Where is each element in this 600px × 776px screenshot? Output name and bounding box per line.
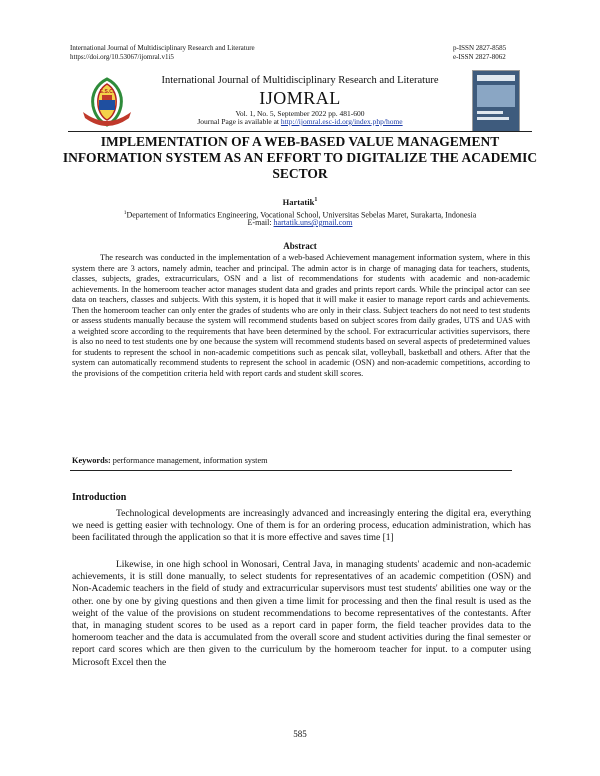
running-header-left [70,44,255,62]
availability-prefix: Journal Page is available at [197,117,281,126]
keywords: performance management, information system [110,456,268,465]
email-line [0,218,600,228]
header-doi: https://doi.org/10.53067/ijomral.v1i5 [70,53,174,61]
author-superscript: 1 [314,197,318,204]
affiliation-superscript: 1 [123,210,127,216]
author-line [0,197,600,207]
journal-abbreviation: IJOMRAL [259,88,341,108]
journal-home-link[interactable]: http://ijomral.esc-id.org/index.php/home [280,117,403,126]
header-eissn: e-ISSN 2827-8062 [453,53,506,61]
journal-cover-image [472,70,520,132]
author-email-link[interactable]: hartatik.uns@gmail.com [273,218,353,227]
journal-title: International Journal of Multidisciplinary Research and Literature [161,75,439,86]
logo-text: E.S.C. [99,89,115,95]
keywords-label: Keywords: [72,456,111,465]
introduction-heading: Introduction [72,492,127,503]
keywords-line [72,456,530,466]
volume-line: Vol. 1, No. 5, September 2022 pp. 481-600 [235,109,365,118]
abstract-divider [70,470,512,471]
affiliation: Departement of Informatics Engineering, Vocational School, Universitas Sebelas Maret, Surakarta, Indonesia [126,210,477,220]
email-label: E-mail: [247,218,274,227]
running-header-right [453,44,506,62]
paper-title: IMPLEMENTATION OF A WEB-BASED VALUE MANAGEMENT INFORMATION SYSTEM AS AN EFFORT TO DIGITALIZE THE ACADEMIC SECTOR [62,134,538,181]
intro-paragraph-1: Technological developments are increasingly advanced and increasingly entering the digital era, everything we need is getting easier with technology. One of them is for an ordering process, education administration, which has been facilitated through the application so that it is more effective and saves time [1] [72,509,531,544]
abstract-heading: Abstract [283,241,317,251]
header-journal-name: International Journal of Multidisciplinary Research and Literature [70,44,255,52]
abstract-text: The research was conducted in the implementation of a web-based Achievement management information system, where in this system there are 3 actors, namely admin, teacher and principal. The admin actor is in charge of managing data for teachers, students, classes, subjects, grades, extracurriculars, OSN and a list of recommendations for students with academic and non-academic achievements. In the homeroom teacher actor manages student data and grades and prints report cards. While the principal actor can see data on teachers, classes and subjects. With this system, it is hoped that it will make it easier to manage report cards and achievements. Then the homeroom teacher can only enter the grades of students who are only in their class. Subject teachers do not need to test students or assess students manually because the system will recommend students based on subject scores from daily grades, UTS and UAS with a weighted score according to the requirements that have been determined by the school. For extracurricular activities supervisors, there is also no need to test students one by one because the system will recommend students based on several aspects of predetermined values for students to represent the school in non-academic competitions such as pencak silat, volleyball, basketball and others. After that the system can automatically recommend students to represent the school in academic (OSN) and non-academic competitions, according to the provisions of the competition criteria held with report cards and student skill scores. [72,253,530,379]
page-number: 585 [293,729,307,739]
intro-paragraph-2: Likewise, in one high school in Wonosari, Central Java, in managing students' academic and non-academic achievements, it is still done manually, to select students for representatives of an academic competition (OSN) and Non-Academic teachers in the field of study and extracurricular supervisors must test students' abilities one way or the other. one by one by giving questions and then given a time limit for processing and then the final result is used as the weight of the value of the provisions on student recommendations to become representatives of the contestants. After that, in managing student scores to be used as a report card in paper form, the field teacher provides data to the homeroom teacher and the data is accumulated from the overall score and student activities during the final semester or report card scores which are then given to the curriculum by the homeroom teacher for input. to a computer using Microsoft Excel then the [72,560,531,668]
author-name: Hartatik [282,197,315,207]
masthead-divider [68,131,532,132]
header-pissn: p-ISSN 2827-8585 [453,44,507,52]
